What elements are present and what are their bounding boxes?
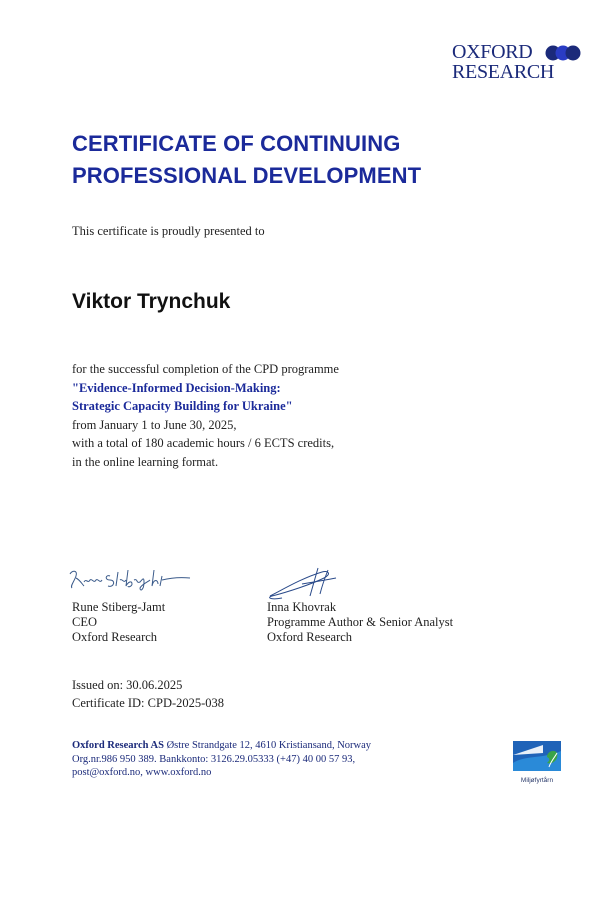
signer-1-org: Oxford Research xyxy=(72,630,158,644)
body-line-2: from January 1 to June 30, 2025, xyxy=(72,417,237,432)
logo-circles-icon xyxy=(545,45,581,61)
title-line-2: PROFESSIONAL DEVELOPMENT xyxy=(72,163,422,188)
miljofyrtarn-badge xyxy=(513,741,561,784)
signer-1 xyxy=(72,600,165,645)
oxford-research-logo xyxy=(452,42,592,82)
footer-line-2: Org.nr.986 950 389. Bankkonto: 3126.29.05333 (+47) 40 00 57 93, xyxy=(72,753,356,765)
logo-line-2: RESEARCH xyxy=(452,61,555,83)
body-line-4: in the online learning format. xyxy=(72,454,219,469)
certificate-body xyxy=(72,360,492,471)
signature-inna-khovrak xyxy=(262,566,352,600)
body-line-1: for the successful completion of the CPD programme xyxy=(72,362,339,376)
recipient-name: Viktor Trynchuk xyxy=(72,290,231,313)
signer-1-name: Rune Stiberg-Jamt xyxy=(72,600,166,614)
body-line-3: with a total of 180 academic hours / 6 ECTS credits, xyxy=(72,436,335,450)
lighthouse-certification-icon xyxy=(513,741,561,771)
signer-2-role: Programme Author & Senior Analyst xyxy=(267,615,454,629)
signer-2 xyxy=(267,600,453,645)
certificate-title xyxy=(72,128,572,192)
footer-company: Oxford Research AS xyxy=(72,740,164,751)
signer-1-role: CEO xyxy=(72,615,97,629)
signer-2-org: Oxford Research xyxy=(267,630,353,644)
footer-line-3: post@oxford.no, www.oxford.no xyxy=(72,767,212,778)
certificate-id: Certificate ID: CPD-2025-038 xyxy=(72,696,225,710)
footer-contact xyxy=(72,739,371,780)
programme-title-line-2: Strategic Capacity Building for Ukraine" xyxy=(72,399,293,413)
presented-text: This certificate is proudly presented to xyxy=(72,224,265,238)
signer-2-name: Inna Khovrak xyxy=(267,600,337,614)
badge-caption: Miljøfyrtårn xyxy=(520,777,554,784)
footer-line-1 xyxy=(72,739,371,753)
signature-rune-stiberg-jamt xyxy=(66,566,196,594)
logo-line-1: OXFORD xyxy=(452,41,533,63)
issue-info xyxy=(72,676,224,712)
programme-title-line-1: "Evidence-Informed Decision-Making: xyxy=(72,380,281,395)
title-line-1: CERTIFICATE OF CONTINUING xyxy=(72,131,401,156)
footer-address: Østre Strandgate 12, 4610 Kristiansand, Norway xyxy=(163,740,372,751)
issued-date: Issued on: 30.06.2025 xyxy=(72,678,183,692)
